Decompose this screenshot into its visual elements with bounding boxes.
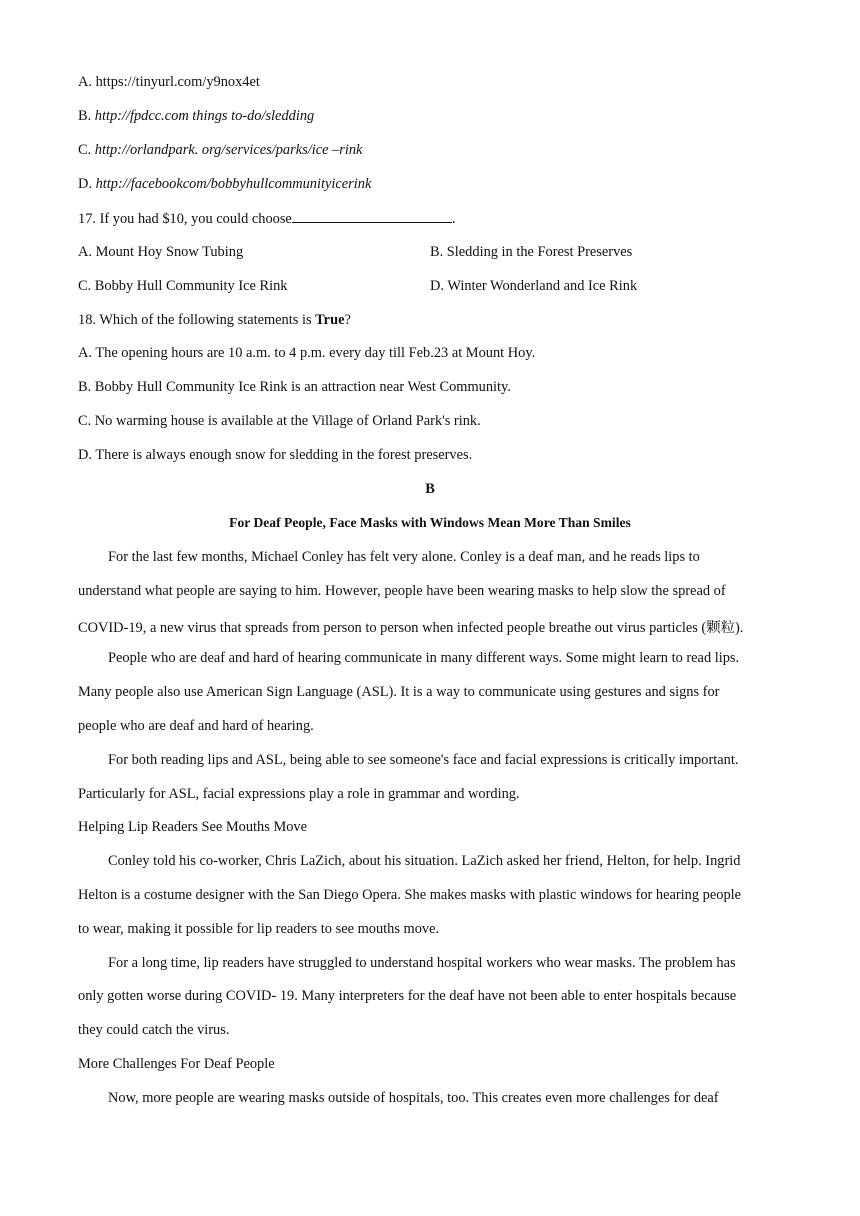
option-letter: D. <box>78 176 96 192</box>
option-16c <box>78 142 362 159</box>
passage-line: to wear, making it possible for lip readers to see mouths move. <box>78 921 440 937</box>
option-17d: D. Winter Wonderland and Ice Rink <box>430 278 638 294</box>
question-emphasis: True <box>315 312 345 328</box>
question-end: . <box>451 211 456 227</box>
question-text: 17. If you had $10, you could choose <box>78 211 292 227</box>
passage-line: Helton is a costume designer with the San Diego Opera. She makes masks with plastic windows for hearing people <box>78 887 742 903</box>
question-text: 18. Which of the following statements is <box>78 312 316 328</box>
option-18c: C. No warming house is available at the Village of Orland Park's rink. <box>78 413 481 429</box>
section-letter: B <box>425 481 435 497</box>
option-18a: A. The opening hours are 10 a.m. to 4 p.m. every day till Feb.23 at Mount Hoy. <box>78 345 536 361</box>
question-17-stem <box>78 210 455 228</box>
option-letter: C. <box>78 142 95 158</box>
option-url: http://fpdcc.com things to-do/sledding <box>94 108 315 124</box>
question-end: ? <box>344 312 351 328</box>
option-18d: D. There is always enough snow for sledding in the forest preserves. <box>78 447 473 463</box>
passage-line: For the last few months, Michael Conley has felt very alone. Conley is a deaf man, and he reads lips to <box>108 549 700 565</box>
passage-subheading: More Challenges For Deaf People <box>78 1056 275 1072</box>
passage-title: For Deaf People, Face Masks with Windows Mean More Than Smiles <box>229 515 631 530</box>
answer-blank <box>292 210 452 223</box>
passage-line: COVID-19, a new virus that spreads from person to person when infected people breathe out virus particles (颗粒). <box>78 620 744 636</box>
passage-line: For a long time, lip readers have struggled to understand hospital workers who wear masks. The problem has <box>108 955 736 971</box>
option-url: http://facebookcom/bobbyhullcommunityicerink <box>95 176 372 192</box>
passage-line: Many people also use American Sign Language (ASL). It is a way to communicate using gestures and signs for <box>78 684 720 700</box>
option-17a: A. Mount Hoy Snow Tubing <box>78 244 244 260</box>
option-letter: B. <box>78 108 95 124</box>
passage-line: understand what people are saying to him. However, people have been wearing masks to help slow the spread of <box>78 583 726 599</box>
option-18b: B. Bobby Hull Community Ice Rink is an attraction near West Community. <box>78 379 511 395</box>
option-16b <box>78 108 314 125</box>
passage-line: Now, more people are wearing masks outside of hospitals, too. This creates even more challenges for deaf <box>108 1090 719 1106</box>
passage-line: Conley told his co-worker, Chris LaZich, about his situation. LaZich asked her friend, Helton, for help. Ingrid <box>108 853 741 869</box>
passage-subheading: Helping Lip Readers See Mouths Move <box>78 819 308 835</box>
passage-line: Particularly for ASL, facial expressions play a role in grammar and wording. <box>78 786 520 802</box>
passage-line: people who are deaf and hard of hearing. <box>78 718 314 734</box>
option-16d <box>78 176 371 193</box>
option-16a: A. https://tinyurl.com/y9nox4et <box>78 74 260 90</box>
option-url: http://orlandpark. org/services/parks/ice –rink <box>94 142 363 158</box>
option-17c: C. Bobby Hull Community Ice Rink <box>78 278 288 294</box>
passage-line: only gotten worse during COVID- 19. Many interpreters for the deaf have not been able to enter hospitals because <box>78 988 737 1004</box>
option-17b: B. Sledding in the Forest Preserves <box>430 244 633 260</box>
passage-line: For both reading lips and ASL, being able to see someone's face and facial expressions is critically important. <box>108 752 739 768</box>
question-18-stem <box>78 312 351 329</box>
passage-line: they could catch the virus. <box>78 1022 230 1038</box>
passage-line: People who are deaf and hard of hearing communicate in many different ways. Some might learn to read lips. <box>108 650 740 666</box>
